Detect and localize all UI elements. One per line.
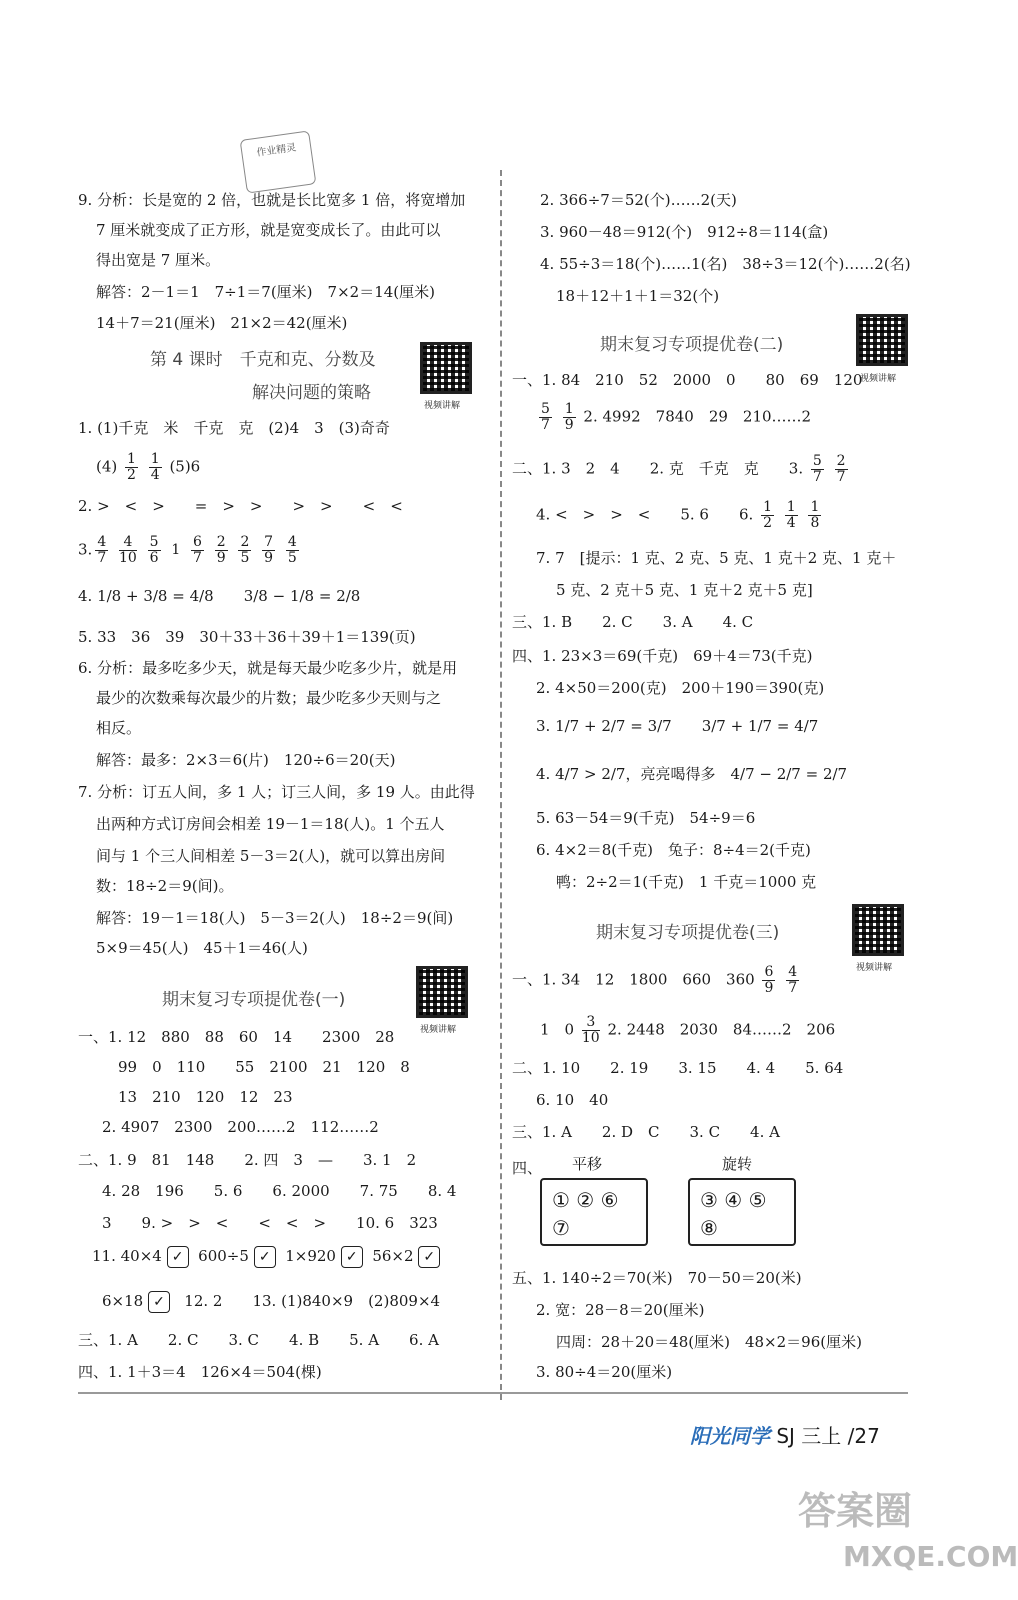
watermark: 答案圈: [798, 1489, 913, 1533]
exam1-title: 期末复习专项提优卷(一): [162, 990, 346, 1010]
e1-line4: 2. 4907 2300 200……2 112……2: [102, 1118, 379, 1136]
fraction: $\frac{4}{10}$: [119, 534, 137, 566]
r4-line2: 18＋12＋1＋1＝32(个): [556, 287, 720, 305]
rotation-box: ③ ④ ⑤ ⑧: [688, 1178, 796, 1246]
e2-line1: 二、1. 9 81 148 2. 四 3 — 3. 1 2: [78, 1151, 417, 1169]
fraction: $\frac{5}{7}$: [541, 401, 550, 433]
x4-line3: 3. 1/7 + 2/7 = 3/7 3/7 + 1/7 = 4/7: [536, 717, 819, 735]
q9-line3: 得出宽是 7 厘米。: [96, 251, 221, 269]
l6-line2: 最少的次数乘每次最少的片数；最少吃多少天则与之: [96, 689, 442, 707]
x1-line1: 一、1. 84 210 52 2000 0 80 69 120: [512, 371, 863, 389]
l6-line3: 相反。: [96, 719, 142, 737]
y1-line1: 一、1. 34 12 1800 660 360 $\frac{6}{9}$ $\frac{4}{7}$: [512, 964, 798, 996]
l7-answer2: 5×9＝45(人) 45＋1＝46(人): [96, 939, 308, 957]
footer: [690, 1420, 880, 1449]
qr-code-icon[interactable]: [420, 342, 472, 394]
x4-line7: 鸭：2÷2＝1(千克) 1 千克＝1000 克: [556, 873, 817, 891]
exam3-title: 期末复习专项提优卷(三): [596, 923, 780, 943]
fraction: $\frac{4}{7}$: [97, 534, 107, 566]
x4-line2: 2. 4×50＝200(克) 200＋190＝390(克): [536, 679, 825, 697]
l3-line: 3. $\frac{4}{7}$ $\frac{4}{10}$ $\frac{5}{6}$ 1 $\frac{6}{7}$ $\frac{2}{9}$ $\frac{2}{5}$ $\frac{7}{9}$ $\frac{4}{5}$: [78, 534, 297, 566]
x1-line2: $\frac{5}{7}$ $\frac{1}{9}$ 2. 4992 7840 29 210……2: [541, 401, 812, 433]
lesson-title: 第 4 课时 千克和克、分数及: [150, 350, 376, 370]
fraction: $\frac{2}{7}$: [836, 453, 846, 485]
e1-line3: 13 210 120 12 23: [118, 1088, 293, 1106]
x4-line4: 4. 4/7 > 2/7，亮亮喝得多 4/7 − 2/7 = 2/7: [536, 765, 848, 783]
l5-line: 5. 33 36 39 30＋33＋36＋39＋1＝139(页): [78, 628, 416, 646]
l7-line1: 7. 分析：订五人间，多 1 人；订三人间，多 19 人。由此得: [78, 783, 475, 801]
lesson-subtitle: 解决问题的策略: [252, 383, 371, 403]
e2-line3: 3 9. > > < < < > 10. 6 323: [102, 1214, 438, 1232]
fraction: $\frac{1}{2}$: [763, 499, 772, 531]
x4-line1: 四、1. 23×3＝69(千克) 69＋4＝73(千克): [512, 647, 813, 665]
l6-line1: 6. 分析：最多吃多少天，就是每天最少吃多少片，就是用: [78, 659, 458, 677]
e2-line2: 4. 28 196 5. 6 6. 2000 7. 75 8. 4: [102, 1182, 457, 1200]
l4-line: 4. 1/8 + 3/8 = 4/8 3/8 − 1/8 = 2/8: [78, 587, 361, 605]
r4-line1: 4. 55÷3＝18(个)……1(名) 38÷3＝12(个)……2(名): [540, 255, 911, 273]
q9-line2: 7 厘米就变成了正方形，就是宽变成长了。由此可以: [96, 221, 441, 239]
edition-label: SJ 三上: [776, 1424, 842, 1448]
fraction: 1: [171, 542, 181, 558]
fraction: $\frac{2}{5}$: [240, 534, 250, 566]
fraction: $\frac{1}{9}$: [564, 401, 574, 433]
rotation-label: 旋转: [722, 1155, 753, 1173]
fraction: $\frac{1}{8}$: [810, 499, 820, 531]
r2-line: 2. 366÷7＝52(个)……2(天): [540, 191, 737, 209]
fraction: $\frac{6}{9}$: [764, 964, 774, 996]
check-icon: ✓: [341, 1246, 363, 1268]
y4-label: 四、: [512, 1159, 543, 1177]
q9-line1: 9. 分析：长是宽的 2 倍，也就是长比宽多 1 倍，将宽增加: [78, 191, 466, 209]
x3-line: 三、1. B 2. C 3. A 4. C: [512, 613, 754, 631]
e4-line: 四、1. 1＋3＝4 126×4＝504(棵): [78, 1363, 322, 1381]
y2-line2: 6. 10 40: [536, 1091, 609, 1109]
e2-line4: 11. 40×4 ✓ 600÷5 ✓ 1×920 ✓ 56×2 ✓: [92, 1246, 440, 1268]
x4-line6: 6. 4×2＝8(千克) 兔子：8÷4＝2(千克): [536, 841, 811, 859]
e2-line5: 6×18 ✓ 12. 2 13. (1)840×9 (2)809×4: [102, 1291, 440, 1313]
translation-box: ① ② ⑥ ⑦: [540, 1178, 648, 1246]
page-number: /27: [847, 1424, 880, 1448]
check-icon: ✓: [167, 1246, 189, 1268]
l6-answer: 解答：最多：2×3＝6(片) 120÷6＝20(天): [96, 751, 396, 769]
fraction: $\frac{3}{10}$: [581, 1014, 600, 1046]
fraction: $\frac{1}{4}$: [786, 499, 796, 531]
e1-line1: 一、1. 12 880 88 60 14 2300 28: [78, 1028, 395, 1046]
y5-line1: 五、1. 140÷2＝70(米) 70－50＝20(米): [512, 1269, 802, 1287]
footer-rule: [78, 1392, 908, 1394]
fraction: $\frac{2}{9}$: [216, 534, 226, 566]
x4-line5: 5. 63－54＝9(千克) 54÷9＝6: [536, 809, 756, 827]
r3-line: 3. 960－48＝912(个) 912÷8＝114(盒): [540, 223, 829, 241]
x7-line2: 5 克、2 克＋5 克、1 克＋2 克＋5 克]: [556, 581, 813, 599]
column-divider: [500, 170, 502, 1400]
qr-code-icon[interactable]: [856, 314, 908, 366]
y5-line4: 3. 80÷4＝20(厘米): [536, 1363, 673, 1381]
brand-logo: 阳光同学: [690, 1424, 770, 1448]
fraction: $\frac{5}{6}$: [149, 534, 159, 566]
check-icon: ✓: [148, 1291, 170, 1313]
q9-answer2: 14＋7＝21(厘米) 21×2＝42(厘米): [96, 314, 348, 332]
l1-line: 1. (1)千克 米 千克 克 (2)4 3 (3)奇奇: [78, 419, 390, 437]
l7-line3: 间与 1 个三人间相差 5－3＝2(人)，就可以算出房间: [96, 847, 446, 865]
qr-label: 视频讲解: [860, 374, 897, 384]
l7-answer1: 解答：19－1＝18(人) 5－3＝2(人) 18÷2＝9(间): [96, 909, 454, 927]
stamp-logo: 作业精灵: [240, 130, 317, 193]
watermark-url: MXQE.COM: [843, 1540, 1018, 1573]
exam2-title: 期末复习专项提优卷(二): [600, 335, 784, 355]
x2-line2: 4. < > > < 5. 6 6. $\frac{1}{2}$ $\frac{1}{4}$ $\frac{1}{8}$: [536, 499, 820, 531]
l1-line2: (4) $\frac{1}{2}$ $\frac{1}{4}$ (5)6: [96, 451, 201, 483]
qr-label: 视频讲解: [420, 1025, 457, 1035]
check-icon: ✓: [254, 1246, 276, 1268]
fraction: $\frac{4}{5}$: [287, 534, 297, 566]
qr-label: 视频讲解: [424, 401, 461, 411]
fraction: $\frac{4}{7}$: [788, 964, 798, 996]
y2-line1: 二、1. 10 2. 19 3. 15 4. 4 5. 64: [512, 1059, 844, 1077]
q9-answer1: 解答：2－1＝1 7÷1＝7(厘米) 7×2＝14(厘米): [96, 283, 435, 301]
fraction: $\frac{7}{9}$: [264, 534, 274, 566]
e3-line: 三、1. A 2. C 3. C 4. B 5. A 6. A: [78, 1331, 439, 1349]
x7-line1: 7. 7 [提示：1 克、2 克、5 克、1 克＋2 克、1 克＋: [536, 549, 897, 567]
e1-line2: 99 0 110 55 2100 21 120 8: [118, 1058, 410, 1076]
qr-code-icon[interactable]: [416, 966, 468, 1018]
x2-line: 二、1. 3 2 4 2. 克 千克 克 3. $\frac{5}{7}$ $\frac{2}{7}$: [512, 453, 846, 485]
translation-label: 平移: [572, 1155, 603, 1173]
y5-line3: 四周：28＋20＝48(厘米) 48×2＝96(厘米): [556, 1333, 862, 1351]
check-icon: ✓: [418, 1246, 440, 1268]
l7-line4: 数：18÷2＝9(间)。: [96, 877, 234, 895]
qr-code-icon[interactable]: [852, 904, 904, 956]
fraction: $\frac{6}{7}$: [193, 534, 202, 566]
y1-line2: 1 0 $\frac{3}{10}$ 2. 2448 2030 84……2 206: [540, 1014, 836, 1046]
qr-label: 视频讲解: [856, 963, 893, 973]
y3-line: 三、1. A 2. D C 3. C 4. A: [512, 1123, 780, 1141]
fraction: $\frac{5}{7}$: [812, 453, 822, 485]
l7-line2: 出两种方式订房间会相差 19－1＝18(人)。1 个五人: [96, 815, 445, 833]
y5-line2: 2. 宽：28－8＝20(厘米): [536, 1301, 705, 1319]
l2-line: 2. > < > = > > > > < <: [78, 497, 403, 515]
